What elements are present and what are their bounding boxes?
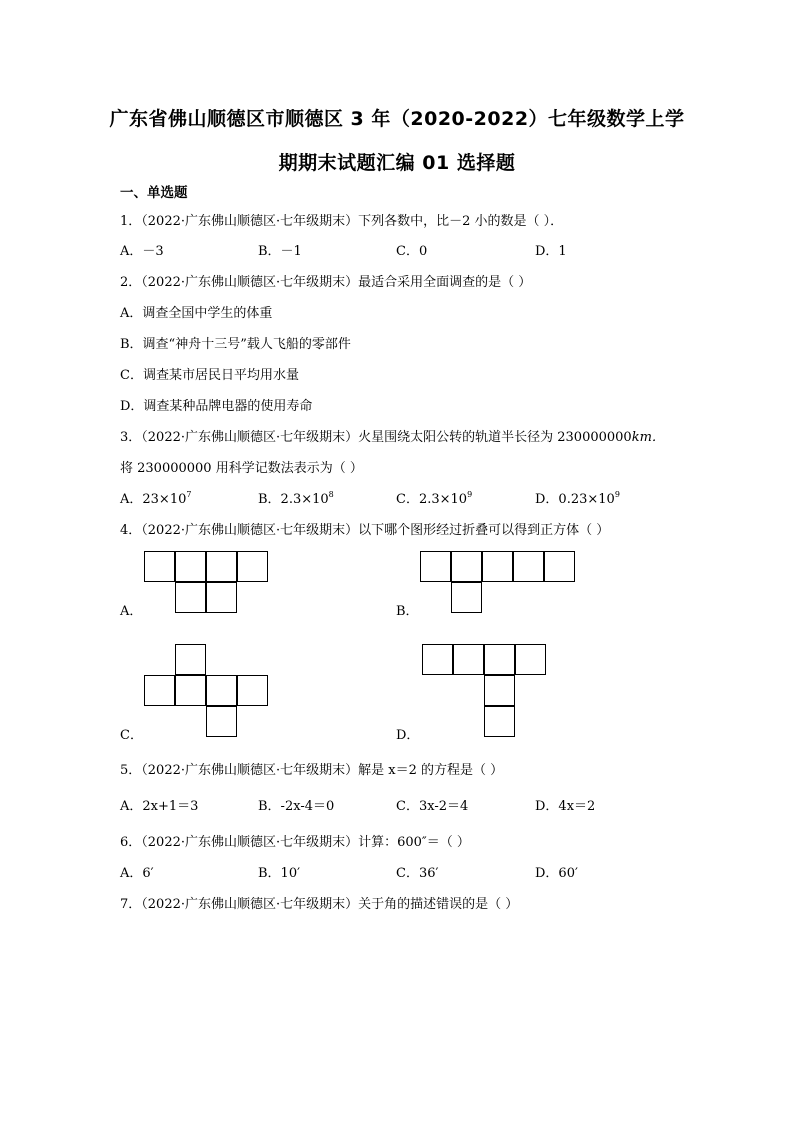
question-5-stem: 5．（2022·广东佛山顺德区·七年级期末）解是 x＝2 的方程是（ ）: [120, 763, 504, 778]
question-5-option-d: D．4x＝2: [535, 799, 596, 814]
question-1-option-a: A．－3: [120, 244, 164, 259]
question-6-option-c: C．36′: [396, 866, 439, 881]
question-2-option-a: A．调查全国中学生的体重: [120, 306, 273, 321]
question-4-stem: 4．（2022·广东佛山顺德区·七年级期末）以下哪个图形经过折叠可以得到正方体（ ）: [120, 523, 610, 538]
question-3-stem-unit: km．: [631, 430, 665, 445]
question-6-option-d: D．60′: [535, 866, 578, 881]
question-2-option-c: C．调查某市居民日平均用水量: [120, 368, 299, 383]
question-3-option-c: C．$2.3\times 10^9$: [396, 490, 473, 507]
question-3-stem-text: 3．（2022·广东佛山顺德区·七年级期末）火星围绕太阳公转的轨道半长径为 230000000: [120, 430, 632, 445]
question-5-option-c: C．3x-2＝4: [396, 799, 469, 814]
question-3-option-b: B．$2.3\times 10^8$: [258, 490, 334, 507]
question-5-option-a: A．2x+1＝3: [120, 799, 199, 814]
question-6-option-a: A．6′: [120, 866, 154, 881]
question-1-option-c: C．0: [396, 244, 428, 259]
question-6-stem: 6．（2022·广东佛山顺德区·七年级期末）计算：600″＝（ ）: [120, 835, 470, 850]
question-4-option-a-label: A．: [120, 604, 143, 619]
question-4-option-d-label: D．: [396, 728, 420, 743]
document-title-line-2: 期期末试题汇编 01 选择题: [278, 152, 516, 174]
section-heading: 一、单选题: [120, 185, 188, 201]
question-2-option-d: D．调查某种品牌电器的使用寿命: [120, 399, 313, 414]
question-3-stem-continued: 将 230000000 用科学记数法表示为（ ）: [120, 461, 363, 476]
question-3-option-d: D．$0.23\times 10^9$: [535, 490, 620, 507]
question-3-stem: [120, 426, 665, 445]
question-1-option-d: D．1: [535, 244, 567, 259]
question-6-option-b: B．10′: [258, 866, 301, 881]
question-1-stem: 1．（2022·广东佛山顺德区·七年级期末）下列各数中，比－2 小的数是（ ）．: [120, 214, 564, 229]
question-4-option-b-label: B．: [396, 604, 419, 619]
question-7-stem: 7．（2022·广东佛山顺德区·七年级期末）关于角的描述错误的是（ ）: [120, 897, 519, 912]
question-2-stem: 2．（2022·广东佛山顺德区·七年级期末）最适合采用全面调查的是（ ）: [120, 275, 532, 290]
document-title-line-1: 广东省佛山顺德区市顺德区 3 年（2020-2022）七年级数学上学: [109, 108, 685, 130]
question-1-option-b: B．－1: [258, 244, 302, 259]
question-3-option-a: A．$23\times 10^7$: [120, 490, 192, 507]
question-2-option-b: B．调查“神舟十三号”载人飞船的零部件: [120, 337, 351, 352]
question-4-option-c-label: C．: [120, 728, 143, 743]
question-5-option-b: B．-2x-4＝0: [258, 799, 335, 814]
